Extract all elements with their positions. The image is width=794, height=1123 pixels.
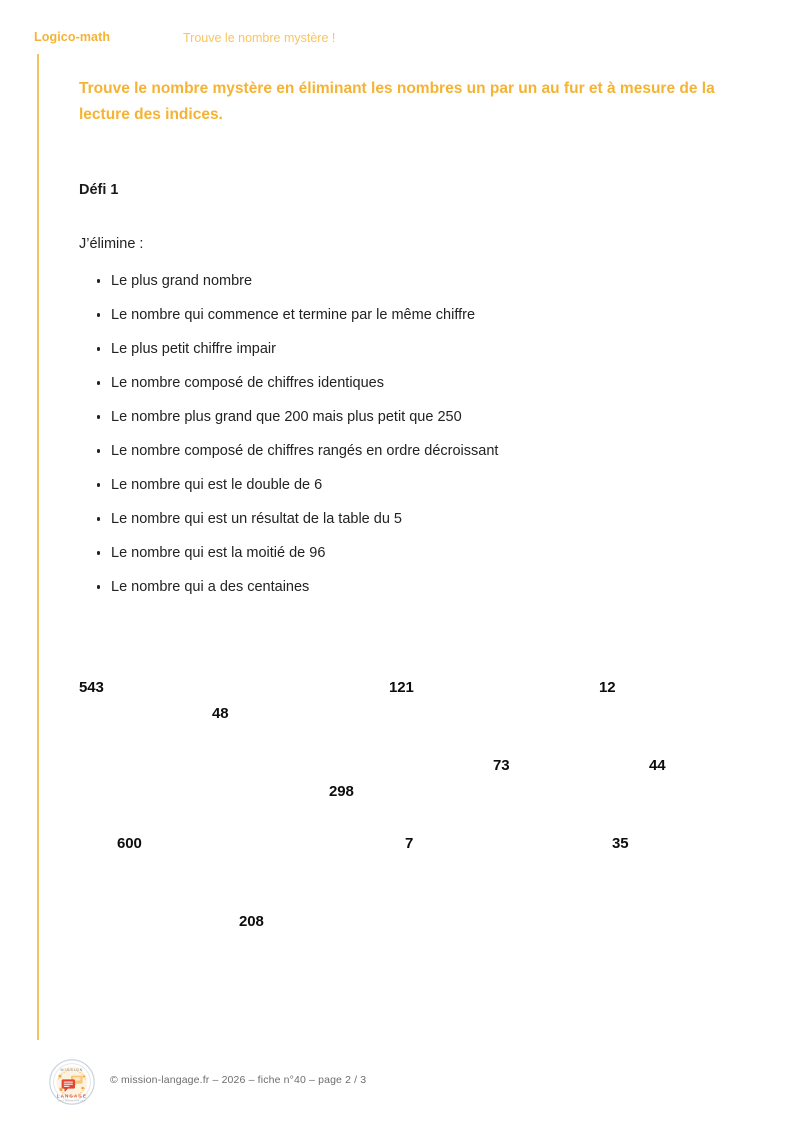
- page-header: [0, 30, 794, 54]
- clue-text: Le nombre composé de chiffres rangés en ordre décroissant: [111, 443, 499, 459]
- bullet-icon: [97, 313, 100, 316]
- bullet-icon: [97, 347, 100, 350]
- clue-list: [79, 264, 739, 604]
- clue-text: Le nombre qui est un résultat de la table du 5: [111, 511, 402, 527]
- page-footer: [48, 1058, 748, 1112]
- clue-text: Le nombre plus grand que 200 mais plus petit que 250: [111, 409, 462, 425]
- number-token: 35: [612, 835, 629, 852]
- clue-text: Le nombre qui a des centaines: [111, 579, 310, 595]
- bullet-icon: [97, 415, 100, 418]
- clue-list-item: [79, 264, 739, 298]
- clue-list-item: [79, 298, 739, 332]
- clue-text: Le plus grand nombre: [111, 273, 253, 289]
- clue-list-item: [79, 536, 739, 570]
- clue-text: Le plus petit chiffre impair: [111, 341, 276, 357]
- number-token: 208: [239, 913, 264, 930]
- clue-list-item: [79, 502, 739, 536]
- number-token: 543: [79, 679, 104, 696]
- challenge-heading: Défi 1: [79, 182, 119, 198]
- number-token: 48: [212, 705, 229, 722]
- svg-text:LANGAGE: LANGAGE: [56, 1093, 88, 1099]
- bullet-icon: [97, 381, 100, 384]
- clue-list-item: [79, 366, 739, 400]
- number-token: 44: [649, 757, 666, 774]
- number-token: 12: [599, 679, 616, 696]
- clue-list-item: [79, 434, 739, 468]
- bullet-icon: [97, 517, 100, 520]
- clue-list-item: [79, 570, 739, 604]
- number-token: 73: [493, 757, 510, 774]
- bullet-icon: [97, 279, 100, 282]
- svg-text:MISSION: MISSION: [60, 1068, 84, 1072]
- header-subtitle: Trouve le nombre mystère !: [183, 31, 336, 45]
- clue-text: Le nombre composé de chiffres identiques: [111, 375, 384, 391]
- brand-label: Logico-math: [34, 30, 111, 44]
- clue-list-item: [79, 400, 739, 434]
- number-token: 298: [329, 783, 354, 800]
- bullet-icon: [97, 585, 100, 588]
- svg-text:DES RESSOURCES: DES RESSOURCES: [58, 1100, 86, 1103]
- mission-langage-logo-icon: [48, 1058, 96, 1106]
- bullet-icon: [97, 449, 100, 452]
- bullet-icon: [97, 483, 100, 486]
- page-title: Trouve le nombre mystère en éliminant les nombres un par un au fur et à mesure de la lecture des indices.: [79, 80, 715, 123]
- clue-text: Le nombre qui est le double de 6: [111, 477, 323, 493]
- eliminate-lead-label: J’élimine :: [79, 236, 144, 252]
- bullet-icon: [97, 551, 100, 554]
- vertical-accent-rule: [37, 54, 39, 1040]
- number-token: 600: [117, 835, 142, 852]
- clue-text: Le nombre qui commence et termine par le même chiffre: [111, 307, 476, 323]
- clue-text: Le nombre qui est la moitié de 96: [111, 545, 326, 561]
- number-token: 7: [405, 835, 414, 852]
- clue-list-item: [79, 332, 739, 366]
- number-token: 121: [389, 679, 414, 696]
- footer-credit: © mission-langage.fr – 2026 – fiche n°40 – page 2 / 3: [110, 1074, 367, 1086]
- clue-list-item: [79, 468, 739, 502]
